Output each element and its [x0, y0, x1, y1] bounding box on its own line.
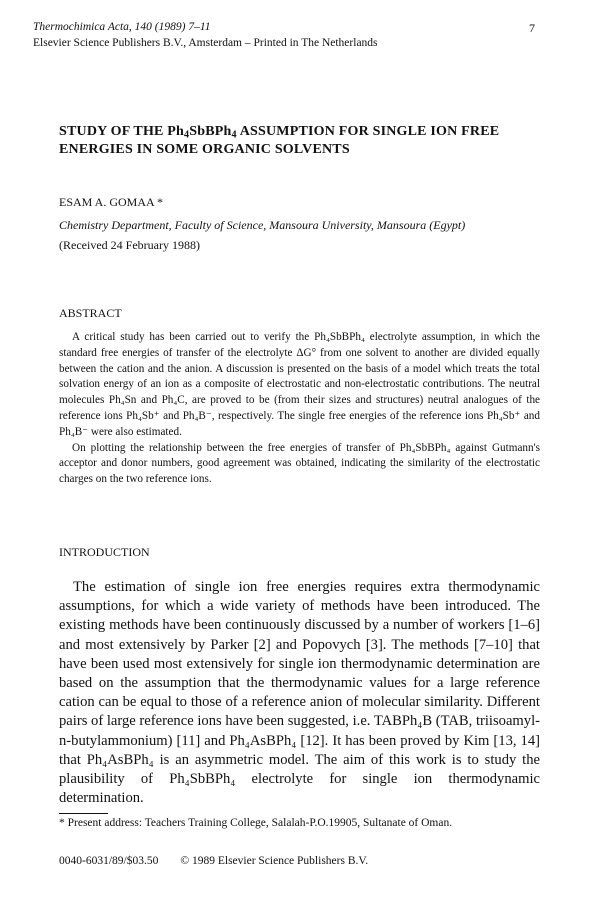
received-date: (Received 24 February 1988): [59, 238, 200, 252]
introduction-paragraph: The estimation of single ion free energies requires extra thermodynamic assumptions, for which a wide variety of methods have been introduced. The existing methods have been continuously discussed by a number of workers [1–6] and most extensively by Parker [2] and Popovych [3]. The methods [7–10] that have been used most extensively for single ion thermodynamic determination are based on the assumption that the thermodynamic values for a large reference cation can be equal to those of a reference anion of molecular similarity. Different pairs of large reference ions have been suggested, i.e. TABPh₄B (TAB, triisoamyl-n-butylammonium) [11] and Ph₄AsBPh₄ [12]. It has been proved by Kim [13, 14] that Ph₄AsBPh₄ is an asymmetric model. The aim of this work is to study the plausibility of Ph₄SbBPh₄ electrolyte for single ion thermodynamic determination.: [59, 579, 540, 807]
journal-citation: Thermochimica Acta, 140 (1989) 7–11: [33, 21, 211, 33]
abstract-heading: ABSTRACT: [59, 306, 122, 320]
article-title: [59, 123, 559, 159]
page-number: 7: [529, 21, 535, 35]
abstract-paragraph-1: A critical study has been carried out to verify the Ph₄SbBPh₄ electrolyte assumption, in which the standard free energies of transfer of the electrolyte ΔG° from one solvent to another are divided equally between the cation and the anion. A discussion is presented on the basis of a model which treats the total solvation energy of an ion as a composite of electrostatic and non-electrostatic contributions. The neutral molecules Ph₄Sn and Ph₄C, are proved to be (from their sizes and structures) neutral analogues of the reference ions Ph₄Sb⁺ and Ph₄B⁻, respectively. The single free energies of the reference ions Ph₄Sb⁺ and Ph₄B⁻ were also estimated.: [59, 331, 540, 438]
copyright-notice: © 1989 Elsevier Science Publishers B.V.: [180, 855, 369, 867]
abstract-body: [59, 330, 540, 488]
footnote: * Present address: Teachers Training College, Salalah-P.O.19905, Sultanate of Oman.: [59, 817, 453, 829]
title-line-2: ENERGIES IN SOME ORGANIC SOLVENTS: [59, 142, 350, 157]
title-subscript: 4: [184, 129, 190, 141]
publisher-line: Elsevier Science Publishers B.V., Amsterdam – Printed in The Netherlands: [33, 37, 378, 49]
title-part: STUDY OF THE Ph: [59, 124, 185, 139]
introduction-body: [59, 578, 540, 808]
author-affiliation: Chemistry Department, Faculty of Science, Mansoura University, Mansoura (Egypt): [59, 218, 466, 232]
copyright-footer: [59, 855, 368, 867]
title-part: ASSUMPTION FOR SINGLE ION FREE: [236, 124, 500, 139]
footnote-divider: [59, 813, 108, 814]
introduction-heading: INTRODUCTION: [59, 545, 150, 559]
title-part: SbBPh: [189, 124, 232, 139]
title-subscript: 4: [231, 129, 237, 141]
issn-code: 0040-6031/89/$03.50: [59, 855, 159, 867]
abstract-paragraph-2: On plotting the relationship between the free energies of transfer of Ph₄SbBPh₄ against Gutmann's acceptor and donor numbers, good agreement was obtained, indicating the similarity of the electrostatic charges on the two reference ions.: [59, 441, 540, 486]
author-name: ESAM A. GOMAA *: [59, 195, 164, 209]
